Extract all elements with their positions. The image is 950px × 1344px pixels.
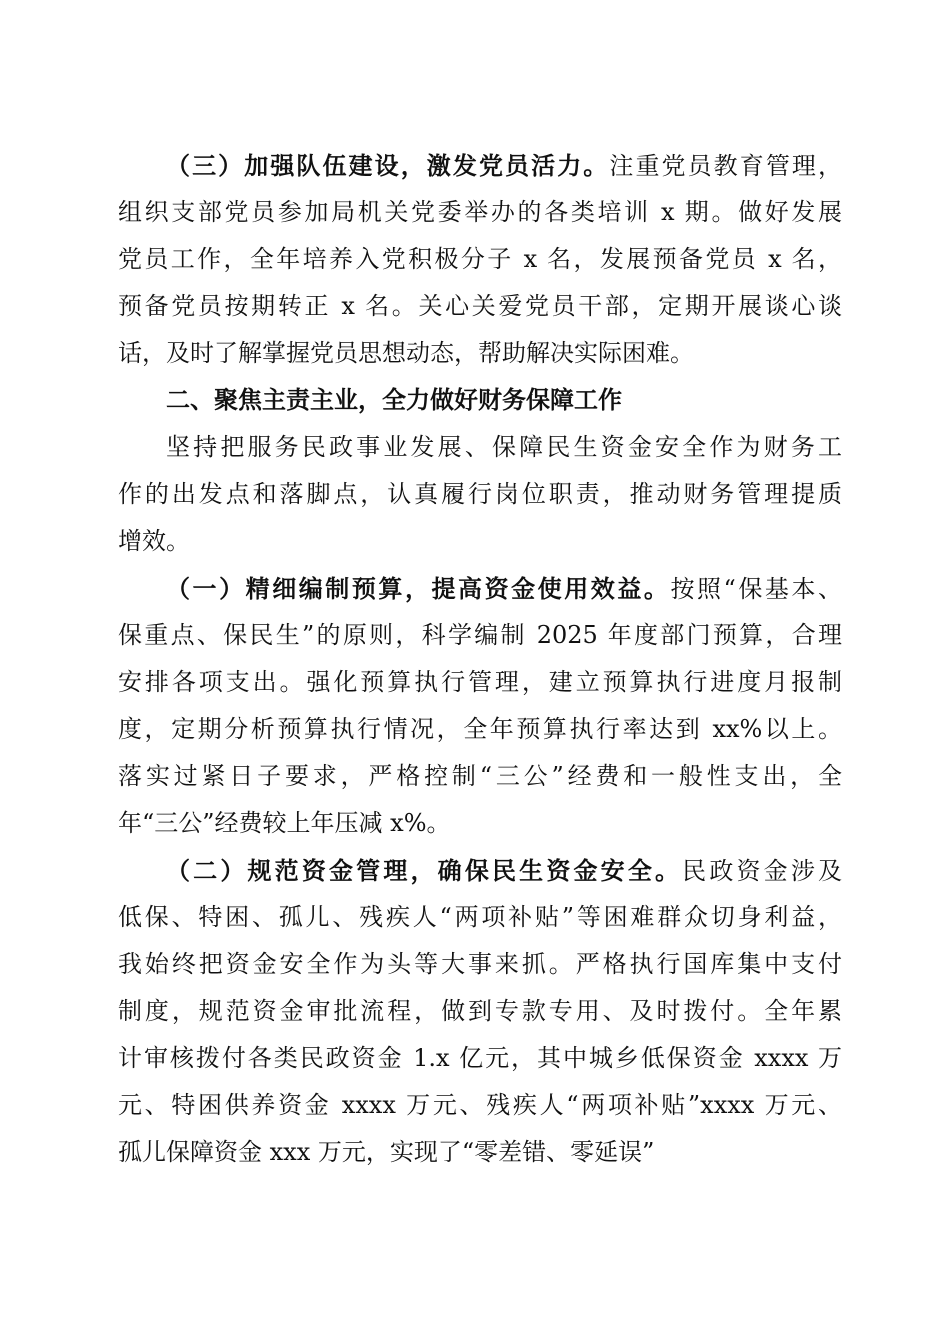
paragraph-line: 党员工作，全年培养入党积极分子 x 名，发展预备党员 x 名， [118,245,842,273]
subsection-title: （二）规范资金管理，确保民生资金安全。 [166,856,683,885]
paragraph-text: 民政资金涉及 [682,857,843,885]
paragraph-line: 我始终把资金安全作为头等大事来抓。严格执行国库集中支付 [118,950,842,978]
paragraph-line: 落实过紧日子要求，严格控制“三公”经费和一般性支出，全 [118,762,842,790]
paragraph-line: 年“三公”经费较上年压减 x%。 [118,809,451,837]
paragraph-line: 预备党员按期转正 x 名。关心关爱党员干部，定期开展谈心谈 [118,292,842,320]
paragraph-line: 元、特困供养资金 xxxx 万元、残疾人“两项补贴”xxxx 万元、 [118,1091,842,1119]
paragraph-line: 保重点、保民生”的原则，科学编制 2025 年度部门预算，合理 [118,621,842,649]
subsection-title: （一）精细编制预算，提高资金使用效益。 [166,574,671,603]
paragraph-line: 增效。 [118,527,190,555]
paragraph-line [118,847,842,894]
paragraph-line: 计审核拨付各类民政资金 1.x 亿元，其中城乡低保资金 xxxx 万 [118,1044,842,1072]
paragraph-line: 作的出发点和落脚点，认真履行岗位职责，推动财务管理提质 [118,480,842,508]
paragraph-line: 制度，规范资金审批流程，做到专款专用、及时拨付。全年累 [118,997,842,1025]
paragraph-line: 安排各项支出。强化预算执行管理，建立预算执行进度月报制 [118,668,842,696]
paragraph-line: 孤儿保障资金 xxx 万元，实现了“零差错、零延误” [118,1138,655,1166]
paragraph-line: 坚持把服务民政事业发展、保障民生资金安全作为财务工 [166,433,842,461]
paragraph-text: 注重党员教育管理， [609,152,842,180]
paragraph-text: 按照“保基本、 [670,575,842,603]
section-heading: 二、聚焦主责主业，全力做好财务保障工作 [166,386,622,414]
paragraph-line: 话，及时了解掌握党员思想动态，帮助解决实际困难。 [118,339,694,367]
paragraph-line [118,565,842,612]
paragraph-line: 低保、特困、孤儿、残疾人“两项补贴”等困难群众切身利益， [118,903,842,931]
paragraph-line: 度，定期分析预算执行情况，全年预算执行率达到 xx%以上。 [118,715,842,743]
document-page [118,142,842,1176]
paragraph-line: 组织支部党员参加局机关党委举办的各类培训 x 期。做好发展 [118,198,842,226]
subsection-title: （三）加强队伍建设，激发党员活力。 [166,151,610,180]
paragraph-line [118,142,842,189]
